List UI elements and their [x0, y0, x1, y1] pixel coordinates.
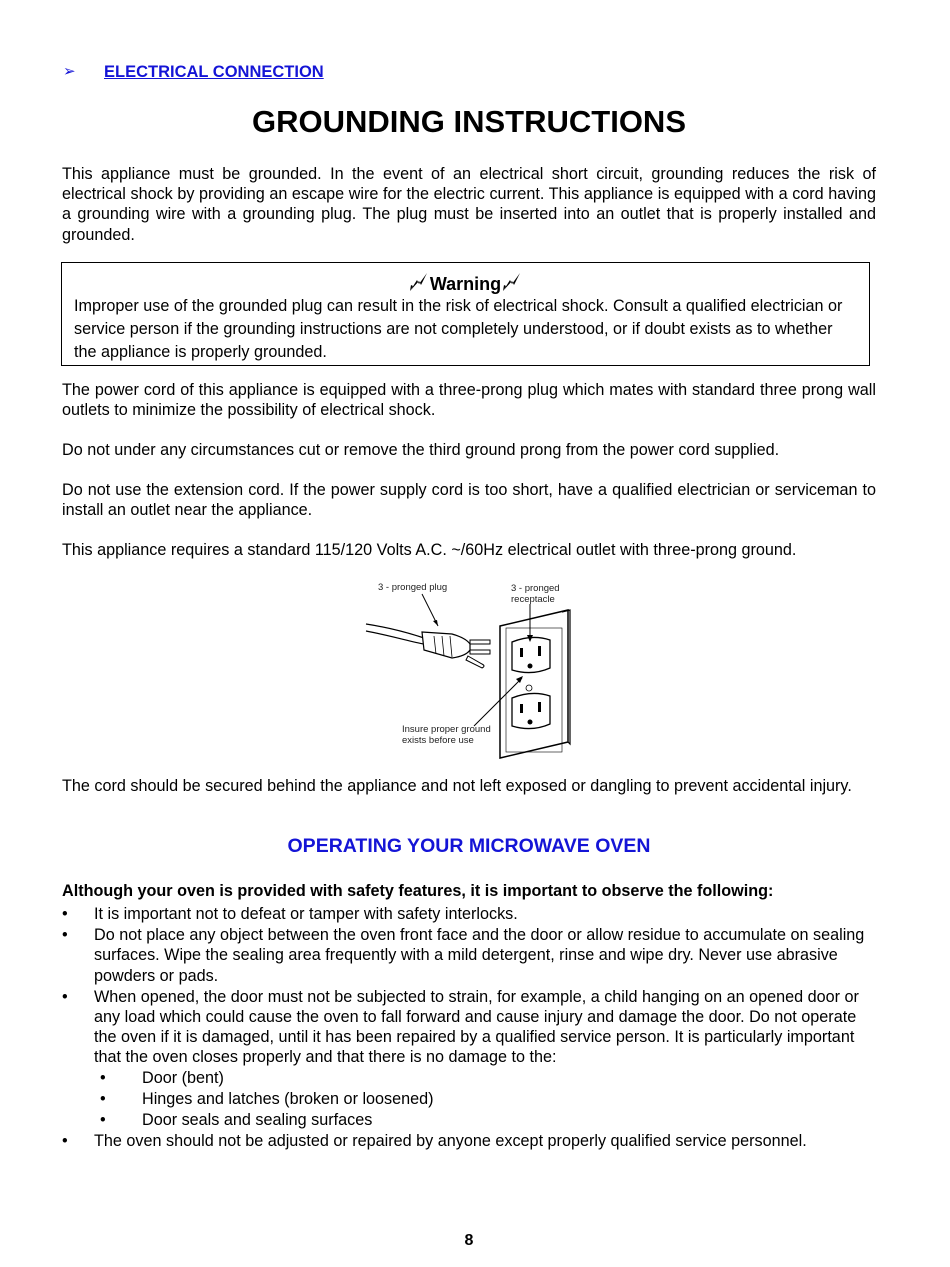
sub-list-item: [94, 1089, 872, 1109]
list-item-text: The oven should not be adjusted or repaired by anyone except properly qualified service personnel.: [94, 1132, 807, 1151]
page-title: GROUNDING INSTRUCTIONS: [252, 104, 686, 139]
bullet-icon: •: [100, 1068, 106, 1087]
list-item: [62, 1131, 872, 1151]
list-item: [62, 904, 872, 924]
section-title-electrical-connection[interactable]: ELECTRICAL CONNECTION: [104, 63, 324, 81]
damage-sublist: [94, 1068, 872, 1131]
sub-list-item-text: Door (bent): [142, 1068, 224, 1087]
sub-list-item: [94, 1068, 872, 1088]
do-not-cut-paragraph: Do not under any circumstances cut or remove the third ground prong from the power cord supplied.: [62, 441, 780, 459]
bullet-icon: •: [62, 987, 68, 1006]
operating-heading: OPERATING YOUR MICROWAVE OVEN: [287, 835, 651, 857]
lightning-icon: [501, 271, 523, 293]
warning-box: [61, 262, 870, 366]
receptacle-label: 3 - pronged: [511, 583, 560, 594]
sub-list-item: [94, 1110, 872, 1130]
plug-label: 3 - pronged plug: [378, 582, 448, 593]
list-item-text: When opened, the door must not be subjected to strain, for example, a child hanging on an opened door or any load which could cause the oven to fall forward and cause injury and damage the door. Do not operate the oven if it is damaged, until it has been repaired by a qualified service person. It is particularly important that the oven closes properly and that there is no damage to the:: [94, 987, 859, 1067]
extension-cord-paragraph: Do not use the extension cord. If the power supply cord is too short, have a qualified electrician or serviceman to install an outlet near the appliance.: [62, 481, 876, 520]
warning-body: Improper use of the grounded plug can result in the risk of electrical shock. Consult a qualified electrician or service person if the grounding instructions are not completely understood, or if doubt exists as to whether the appliance is properly grounded.: [74, 297, 843, 361]
list-item-text: It is important not to defeat or tamper with safety interlocks.: [94, 905, 518, 923]
warning-title: [62, 271, 869, 295]
ground-label: Insure proper ground: [402, 724, 491, 735]
cord-secured-paragraph: The cord should be secured behind the appliance and not left exposed or dangling to prevent accidental injury.: [62, 777, 852, 795]
section-arrow-icon: ➢: [63, 63, 76, 80]
bullet-icon: •: [62, 926, 68, 945]
page-number: 8: [464, 1232, 474, 1249]
sub-list-item-text: Door seals and sealing surfaces: [142, 1111, 373, 1130]
power-cord-paragraph: The power cord of this appliance is equipped with a three-prong plug which mates with standard three prong wall outlets to minimize the possibility of electrical shock.: [62, 381, 876, 420]
warning-title-text: Warning: [429, 274, 502, 294]
safety-lead: Although your oven is provided with safety features, it is important to observe the following:: [62, 882, 774, 900]
bullet-icon: •: [62, 1132, 68, 1151]
sub-list-item-text: Hinges and latches (broken or loosened): [142, 1089, 434, 1108]
safety-list: [62, 904, 872, 1152]
lightning-icon: [408, 271, 430, 293]
grounding-diagram: [362, 578, 584, 760]
list-item: [62, 925, 872, 986]
bullet-icon: •: [100, 1111, 106, 1130]
ground-label: exists before use: [402, 735, 474, 746]
list-item-text: Do not place any object between the oven front face and the door or allow residue to accumulate on sealing surfaces. Wipe the sealing area frequently with a mild detergent, rinse and wipe dry. Never use abrasive powders or pads.: [94, 926, 865, 985]
bullet-icon: •: [100, 1089, 106, 1108]
outlet-requirement-paragraph: This appliance requires a standard 115/120 Volts A.C. ~/60Hz electrical outlet with three-prong ground.: [62, 541, 797, 559]
receptacle-label: receptacle: [511, 594, 555, 605]
intro-paragraph: This appliance must be grounded. In the event of an electrical short circuit, grounding reduces the risk of electrical shock by providing an escape wire for the electric current. This appliance is equipped with a cord having a grounding wire with a grounding plug. The plug must be inserted into an outlet that is properly installed and grounded.: [62, 165, 876, 244]
bullet-icon: •: [62, 905, 68, 923]
list-item: [62, 987, 872, 1130]
